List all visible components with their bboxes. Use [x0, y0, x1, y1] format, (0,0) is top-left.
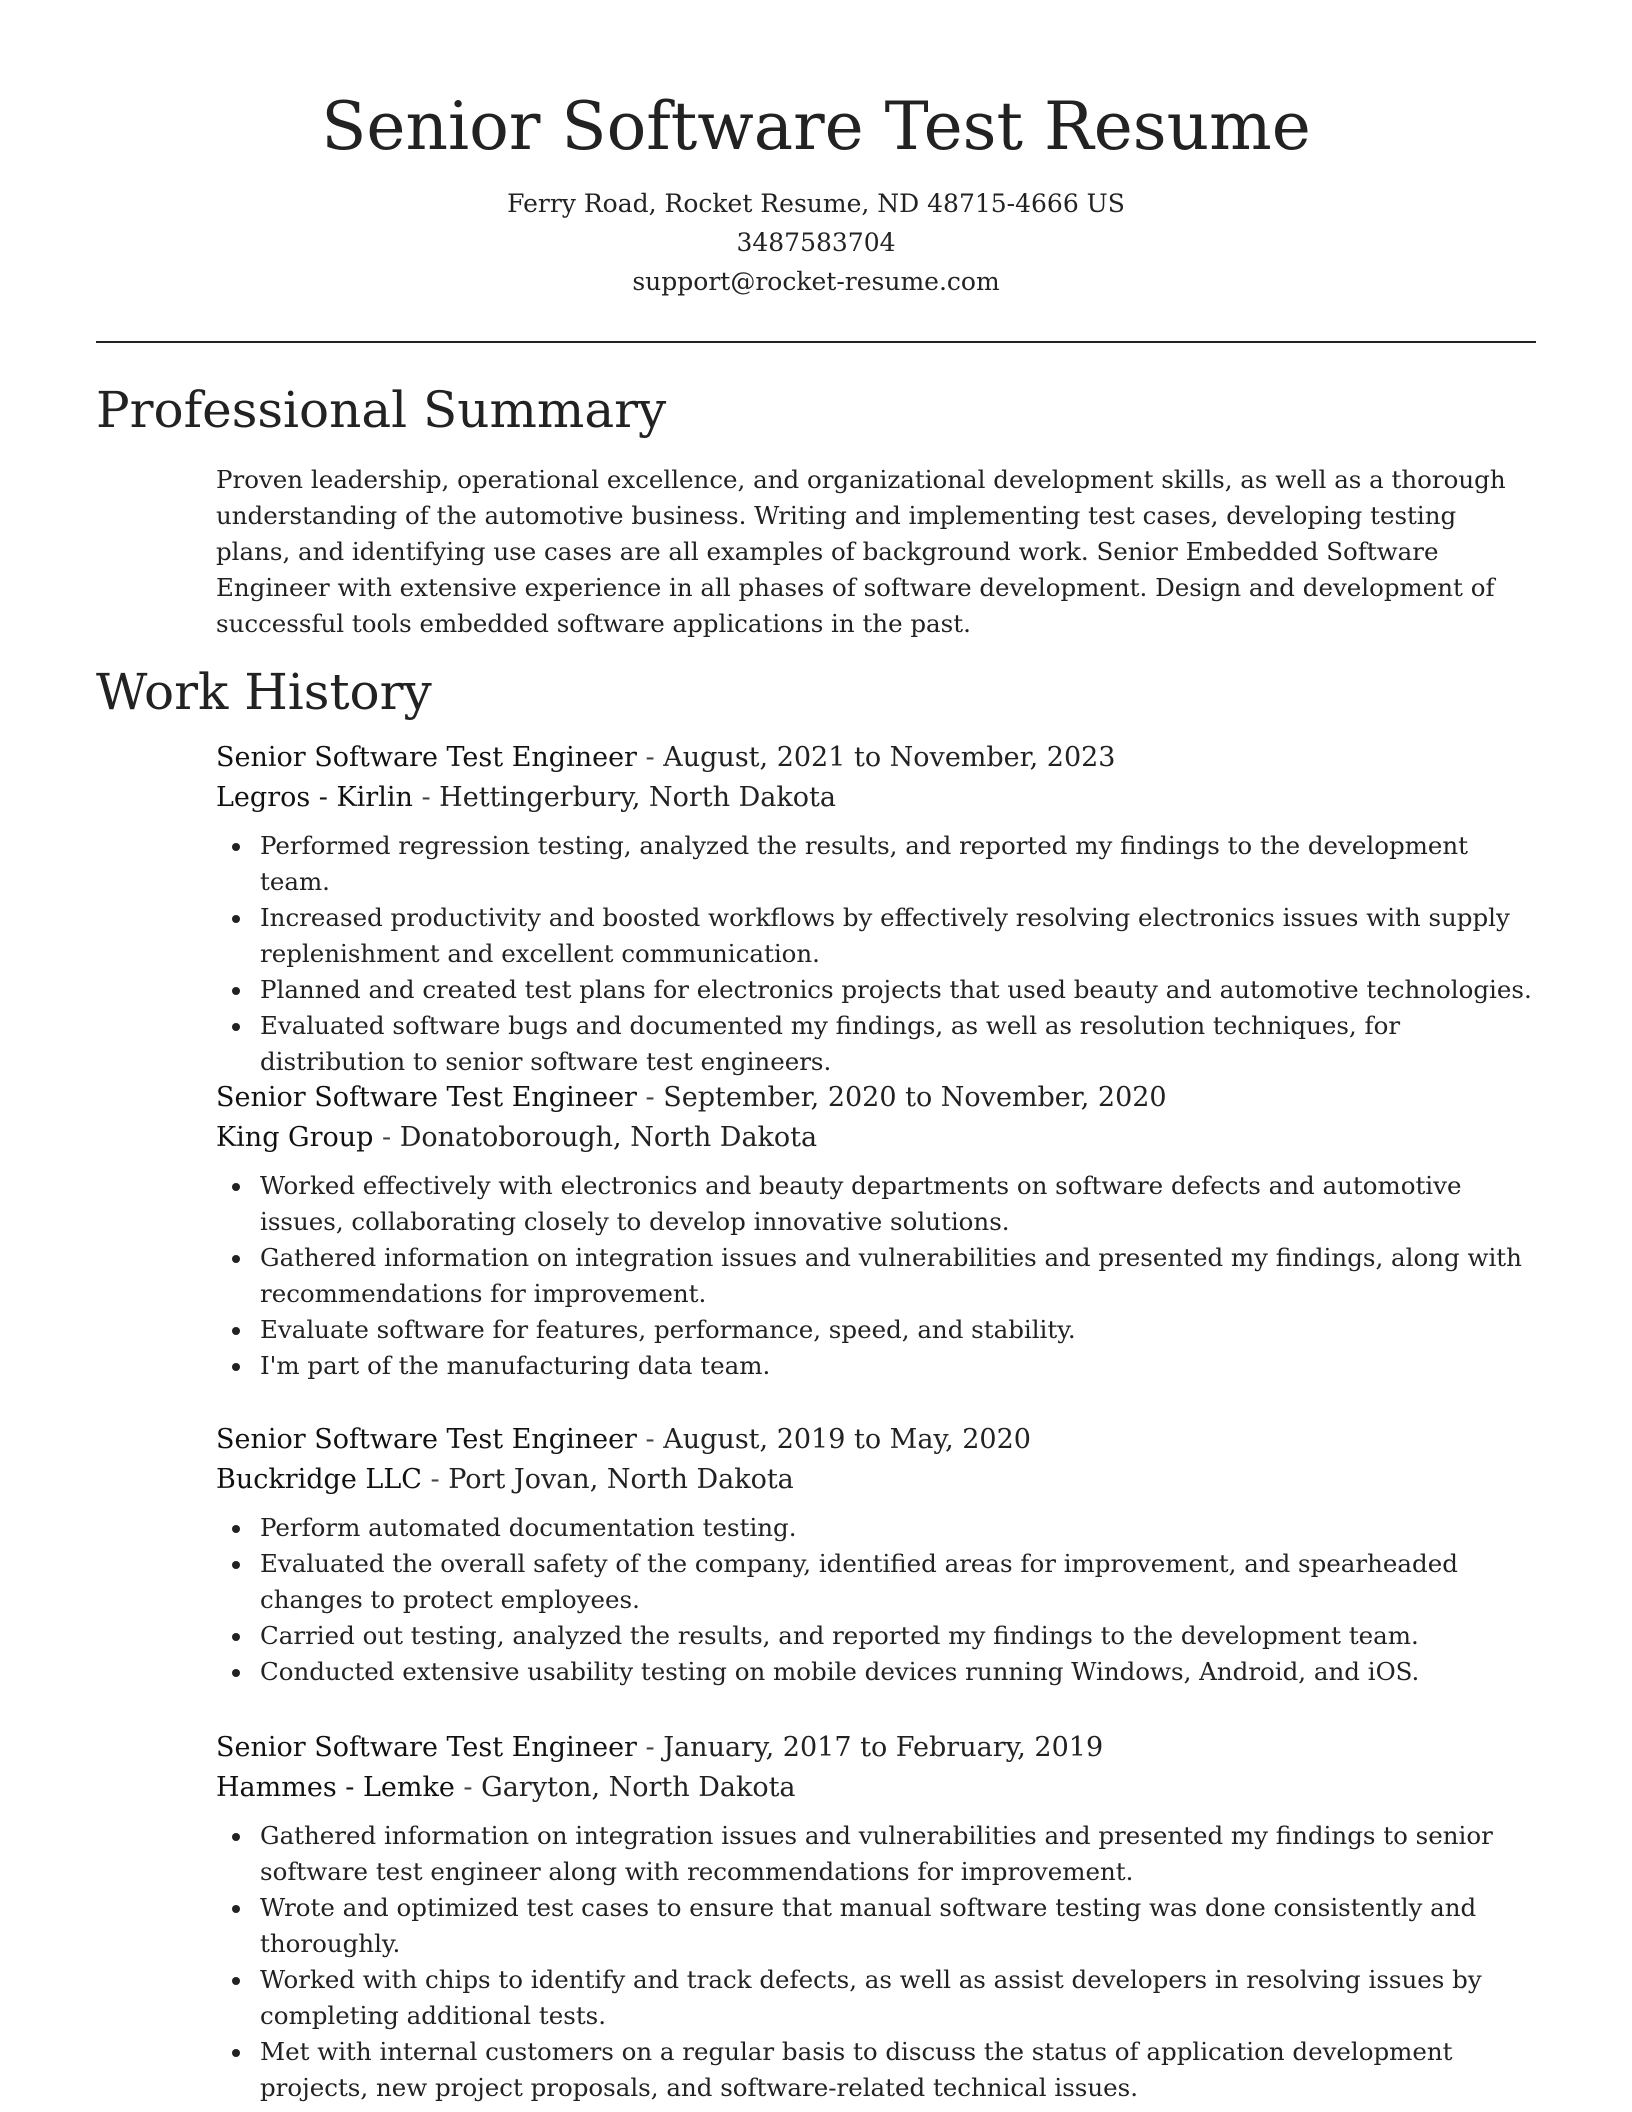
- header-divider: [96, 341, 1536, 343]
- job-separator: -: [636, 1424, 664, 1455]
- job-title-line: [216, 1078, 1536, 1118]
- job-bullet: Gathered information on integration issues and vulnerabilities and presented my findings, along with recommendations for improvement.: [216, 1240, 1536, 1312]
- job-entry: [216, 1728, 1536, 2106]
- contact-phone: 3487583704: [736, 228, 896, 257]
- job-company: Buckridge LLC: [216, 1464, 422, 1495]
- job-bullet: I'm part of the manufacturing data team.: [216, 1348, 1536, 1384]
- job-bullet: Evaluated the overall safety of the company, identified areas for improvement, and spearheaded changes to protect employees.: [216, 1546, 1536, 1618]
- job-location: Garyton, North Dakota: [481, 1772, 796, 1803]
- job-bullets: [216, 828, 1536, 1080]
- job-entry: [216, 1420, 1536, 1690]
- work-history-heading: Work History: [96, 663, 432, 721]
- job-company-line: [216, 1768, 1536, 1808]
- job-title-line: [216, 1420, 1536, 1460]
- job-separator: -: [412, 782, 440, 813]
- job-bullet: Wrote and optimized test cases to ensure that manual software testing was done consistently and thoroughly.: [216, 1890, 1536, 1962]
- job-bullet: Perform automated documentation testing.: [216, 1510, 1536, 1546]
- job-bullet: Planned and created test plans for electronics projects that used beauty and automotive technologies.: [216, 972, 1536, 1008]
- job-bullet: Worked effectively with electronics and beauty departments on software defects and automotive issues, collaborating closely to develop innovative solutions.: [216, 1168, 1536, 1240]
- job-dates: August, 2019 to May, 2020: [663, 1424, 1031, 1455]
- job-position: Senior Software Test Engineer: [216, 1082, 637, 1113]
- job-company: Hammes - Lemke: [216, 1772, 455, 1803]
- job-title-line: [216, 738, 1536, 778]
- job-bullets: [216, 1510, 1536, 1690]
- job-bullet: Evaluate software for features, performance, speed, and stability.: [216, 1312, 1536, 1348]
- job-location: Port Jovan, North Dakota: [448, 1464, 794, 1495]
- job-dates: September, 2020 to November, 2020: [663, 1082, 1167, 1113]
- job-bullet: Carried out testing, analyzed the results, and reported my findings to the development team.: [216, 1618, 1536, 1654]
- job-entry: [216, 738, 1536, 1080]
- job-bullets: [216, 1818, 1536, 2106]
- job-company-line: [216, 778, 1536, 818]
- job-separator: -: [454, 1772, 482, 1803]
- job-separator: -: [636, 742, 664, 773]
- contact-email: support@rocket-resume.com: [632, 267, 1000, 296]
- job-position: Senior Software Test Engineer: [216, 1424, 637, 1455]
- job-bullet: Met with internal customers on a regular basis to discuss the status of application development projects, new project proposals, and software-related technical issues.: [216, 2034, 1536, 2106]
- summary-text: Proven leadership, operational excellence, and organizational development skills, as well as a thorough understanding of the automotive business. Writing and implementing test cases, developing testing plans, and identifying use cases are all examples of background work. Senior Embedded Software Engineer with extensive experience in all phases of software development. Design and development of successful tools embedded software applications in the past.: [216, 465, 1506, 638]
- job-bullet: Evaluated software bugs and documented my findings, as well as resolution techniques, for distribution to senior software test engineers.: [216, 1008, 1536, 1080]
- job-company: King Group: [216, 1122, 374, 1153]
- job-bullet: Increased productivity and boosted workflows by effectively resolving electronics issues with supply replenishment and excellent communication.: [216, 900, 1536, 972]
- job-company-line: [216, 1118, 1536, 1158]
- contact-address: Ferry Road, Rocket Resume, ND 48715-4666 US: [507, 189, 1125, 218]
- job-separator: -: [373, 1122, 400, 1153]
- job-dates: January, 2017 to February, 2019: [663, 1732, 1104, 1763]
- job-company-line: [216, 1460, 1536, 1500]
- summary-heading: Professional Summary: [96, 381, 667, 439]
- job-bullet: Conducted extensive usability testing on mobile devices running Windows, Android, and iOS.: [216, 1654, 1536, 1690]
- job-separator: -: [636, 1732, 664, 1763]
- job-bullet: Worked with chips to identify and track defects, as well as assist developers in resolving issues by completing additional tests.: [216, 1962, 1536, 2034]
- job-entry: [216, 1078, 1536, 1384]
- job-location: Hettingerbury, North Dakota: [439, 782, 836, 813]
- job-dates: August, 2021 to November, 2023: [663, 742, 1116, 773]
- job-position: Senior Software Test Engineer: [216, 1732, 637, 1763]
- job-separator: -: [421, 1464, 449, 1495]
- contact-block: [96, 184, 1536, 301]
- job-position: Senior Software Test Engineer: [216, 742, 637, 773]
- job-location: Donatoborough, North Dakota: [399, 1122, 818, 1153]
- job-company: Legros - Kirlin: [216, 782, 413, 813]
- job-bullets: [216, 1168, 1536, 1384]
- resume-header: [96, 82, 1536, 301]
- job-title-line: [216, 1728, 1536, 1768]
- job-bullet: Gathered information on integration issues and vulnerabilities and presented my findings to senior software test engineer along with recommendations for improvement.: [216, 1818, 1536, 1890]
- job-separator: -: [636, 1082, 664, 1113]
- job-bullet: Performed regression testing, analyzed the results, and reported my findings to the development team.: [216, 828, 1536, 900]
- resume-title: Senior Software Test Resume: [321, 88, 1311, 165]
